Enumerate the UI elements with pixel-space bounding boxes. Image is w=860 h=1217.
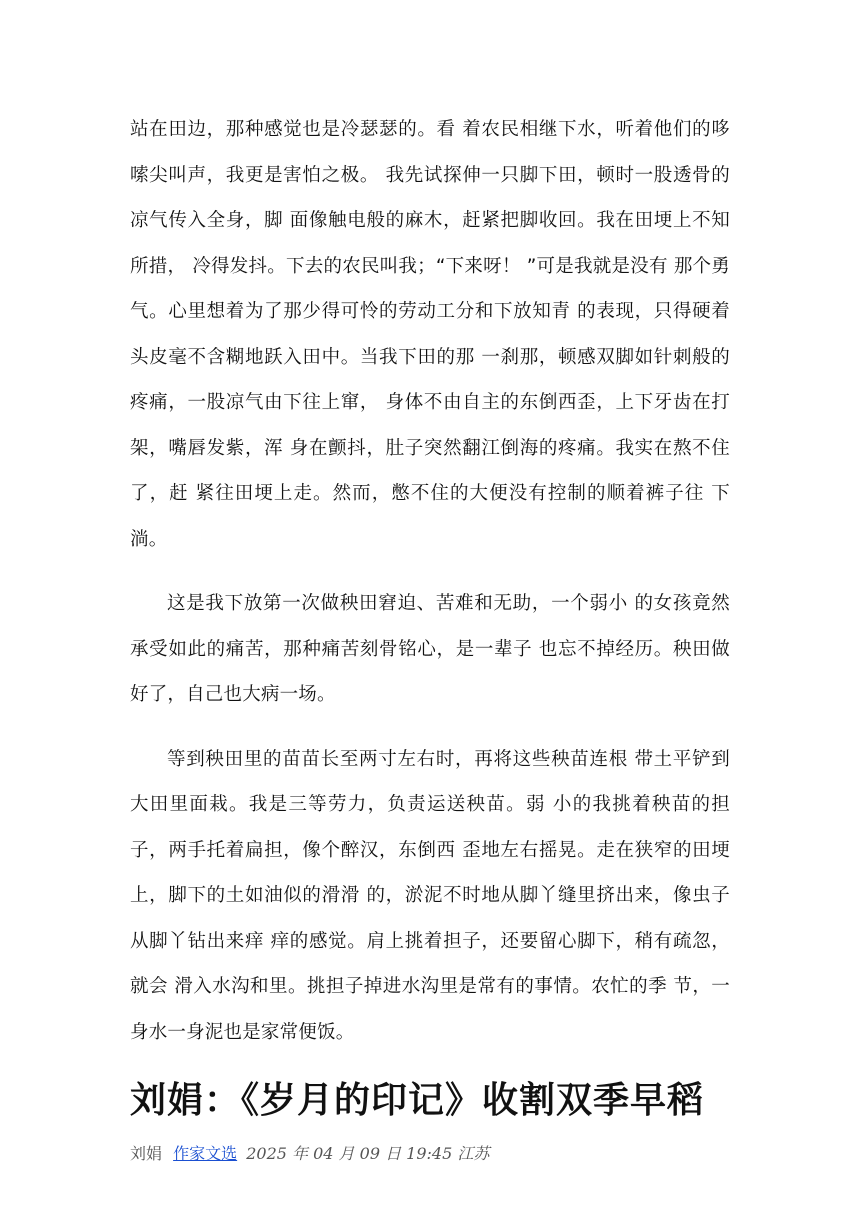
body-paragraph-1: 站在田边，那种感觉也是冷瑟瑟的。看 着农民相继下水，听着他们的哆嗦尖叫声，我更是害怕之极。 我先试探伸一只脚下田，顿时一股透骨的凉气传入全身，脚 面像触电般的麻木，赶紧把脚收回。我在田埂上不知所措， 冷得发抖。下去的农民叫我；“下来呀！ ”可是我就是没有 那个勇气。心里想着为了那少得可怜的劳动工分和下放知青 的表现，只得硬着头皮毫不含糊地跃入田中。当我下田的那 一刹那，顿感双脚如针刺般的疼痛，一股凉气由下往上窜， 身体不由自主的东倒西歪，上下牙齿在打架，嘴唇发紫，浑 身在颤抖，肚子突然翻江倒海的疼痛。我实在熬不住了，赶 紧往田埂上走。然而，憋不住的大便没有控制的顺着裤子往 下淌。 (130, 119, 730, 550)
document-page (130, 107, 730, 1165)
article-date: 2025 年 04 月 09 日 19:45 江苏 (246, 1144, 490, 1163)
article-meta (130, 1143, 730, 1165)
paragraph-gap (130, 562, 730, 581)
source-link[interactable]: 作家文选 (173, 1144, 238, 1163)
paragraph-gap (130, 718, 730, 737)
body-paragraph-3: 等到秧田里的苗苗长至两寸左右时，再将这些秧苗连根 带土平铲到大田里面栽。我是三等劳力，负责运送秧苗。弱 小的我挑着秧苗的担子，两手托着扁担，像个醉汉，东倒西 歪地左右摇晃。走在狭窄的田埂上，脚下的土如油似的滑滑 的，淤泥不时地从脚丫缝里挤出来，像虫子从脚丫钻出来痒 痒的感觉。肩上挑着担子，还要留心脚下，稍有疏忽，就会 滑入水沟和里。挑担子掉进水沟里是常有的事情。农忙的季 节，一身水一身泥也是家常便饭。 (130, 748, 730, 1043)
body-paragraph-2: 这是我下放第一次做秧田窘迫、苦难和无助，一个弱小 的女孩竟然承受如此的痛苦，那种痛苦刻骨铭心，是一辈子 也忘不掉经历。秧田做好了，自己也大病一场。 (130, 593, 730, 705)
article-author: 刘娟 (130, 1144, 163, 1163)
article-title: 刘娟：《岁月的印记》收割双季早稻 (130, 1079, 705, 1121)
section-gap (130, 1055, 730, 1077)
